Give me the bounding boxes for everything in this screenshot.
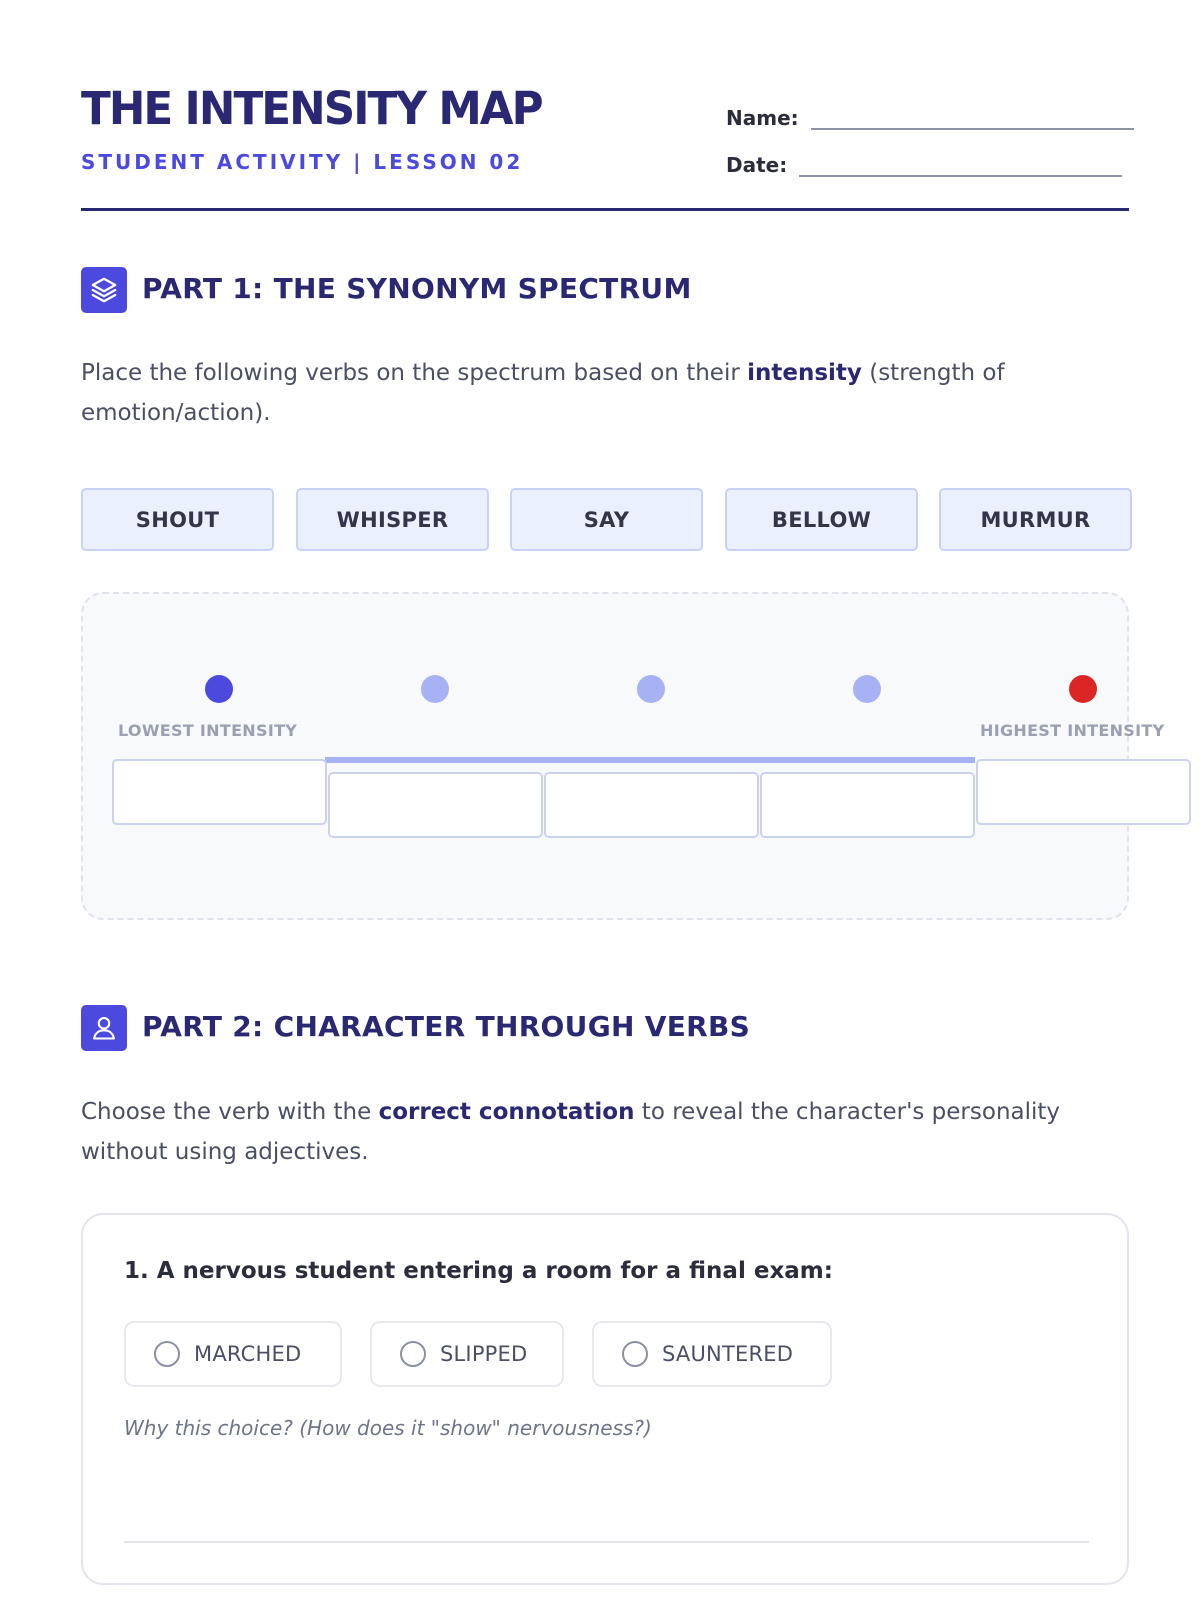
spectrum-dot-4: [853, 675, 881, 703]
option-label: MARCHED: [194, 1342, 302, 1366]
part2-instructions: [81, 1092, 1081, 1172]
word-chip-say[interactable]: SAY: [510, 488, 703, 551]
radio-circle[interactable]: [400, 1341, 426, 1367]
part2-instructions-text-end: to reveal the character's personality without using adjectives.: [81, 1099, 1061, 1165]
date-input-line[interactable]: [799, 151, 1122, 177]
user-icon: [81, 1005, 127, 1051]
name-input-line[interactable]: [811, 104, 1134, 130]
spectrum-dot-2: [421, 675, 449, 703]
word-chip-murmur[interactable]: MURMUR: [939, 488, 1132, 551]
part1-instructions: [81, 353, 1081, 433]
page-title: THE INTENSITY MAP: [81, 82, 542, 135]
part2-instructions-text: Choose the verb with the: [81, 1099, 379, 1125]
spectrum-dot-3: [637, 675, 665, 703]
option-slipped[interactable]: [370, 1321, 564, 1387]
answer-line[interactable]: [124, 1541, 1089, 1543]
part2-instructions-highlight: correct connotation: [378, 1099, 635, 1125]
date-field: [726, 151, 1122, 177]
spectrum-slot-2[interactable]: [328, 772, 543, 838]
spectrum-slot-4[interactable]: [760, 772, 975, 838]
option-sauntered[interactable]: [592, 1321, 832, 1387]
spectrum-slot-3[interactable]: [544, 772, 759, 838]
spectrum-panel: [81, 592, 1129, 920]
radio-circle[interactable]: [154, 1341, 180, 1367]
part1-instructions-highlight: intensity: [747, 360, 862, 386]
part2-title: PART 2: CHARACTER THROUGH VERBS: [142, 1010, 751, 1043]
word-chip-whisper[interactable]: WHISPER: [296, 488, 489, 551]
word-chip-bellow[interactable]: BELLOW: [725, 488, 918, 551]
part1-title: PART 1: THE SYNONYM SPECTRUM: [142, 272, 692, 305]
spectrum-high-label: HIGHEST INTENSITY: [980, 721, 1165, 740]
spectrum-dot-low: [205, 675, 233, 703]
spectrum-slot-5[interactable]: [976, 759, 1191, 825]
page-subtitle: STUDENT ACTIVITY | LESSON 02: [81, 150, 524, 174]
why-prompt: Why this choice? (How does it "show" nervousness?): [124, 1416, 652, 1440]
name-field: [726, 104, 1134, 130]
spectrum-line: [325, 757, 975, 763]
spectrum-low-label: LOWEST INTENSITY: [118, 721, 298, 740]
option-label: SAUNTERED: [662, 1342, 794, 1366]
header-divider: [81, 208, 1129, 211]
layers-icon: [81, 267, 127, 313]
option-label: SLIPPED: [440, 1342, 528, 1366]
part1-instructions-text: Place the following verbs on the spectrum based on their: [81, 360, 748, 386]
name-label: Name:: [726, 106, 799, 130]
word-chip-shout[interactable]: SHOUT: [81, 488, 274, 551]
spectrum-dot-high: [1069, 675, 1097, 703]
radio-circle[interactable]: [622, 1341, 648, 1367]
part1-instructions-text-end: (strength of emotion/action).: [81, 360, 1005, 426]
spectrum-slot-1[interactable]: [112, 759, 327, 825]
question-text: 1. A nervous student entering a room for a final exam:: [124, 1258, 833, 1284]
option-marched[interactable]: [124, 1321, 342, 1387]
date-label: Date:: [726, 153, 788, 177]
